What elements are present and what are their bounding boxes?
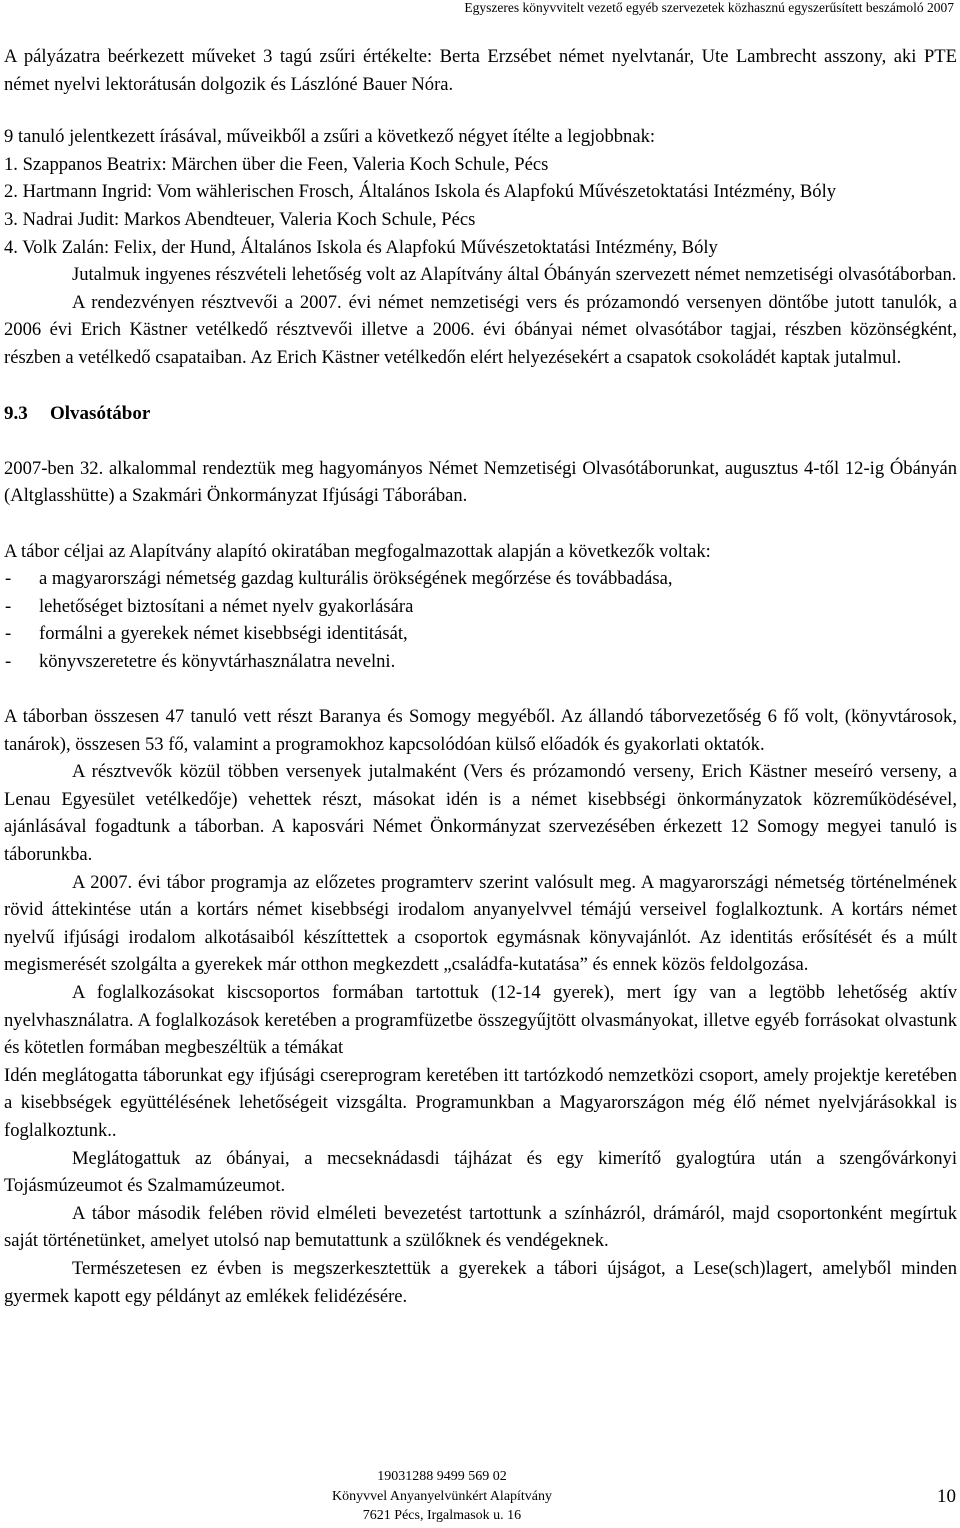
goal-text: a magyarországi németség gazdag kulturális örökségének megőrzése és továbbadása, (39, 568, 673, 590)
goal-item (4, 620, 957, 648)
sessions-paragraph: A foglalkozásokat kiscsoportos formában tartottuk (12-14 gyerek), mert így van a legtöbb lehetőség aktív nyelvhasználatra. A foglalkozások keretében a programfüzetbe összegyűjtött olvasmányokat, illetve egyéb forrásokat olvastunk és kötetlen formában megbeszéltük a témákat (4, 982, 957, 1059)
camp-stats-paragraph: A táborban összesen 47 tanuló vett részt Baranya és Somogy megyéből. Az állandó táborvezetőség 6 fő volt, (könyvtárosok, tanárok), összesen 53 fő, valamint a programokhoz kapcsolódóan külső előadók és gyakorlati oktatók. (4, 706, 957, 755)
winner-item: 2. Hartmann Ingrid: Vom wählerischen Frosch, Általános Iskola és Alapfokú Művészetoktatási Intézmény, Bóly (4, 181, 837, 203)
museums-paragraph: Meglátogattuk az óbányai, a mecseknádasdi tájházat és egy kimerítő gyalogtúra után a szengővárkonyi Tojásmúzeumot és Szalmamúzeumot. (4, 1147, 957, 1197)
participants-paragraph: A rendezvényen résztvevői a 2007. évi német nemzetiségi vers és prózamondó versenyen döntőbe jutott tanulók, a 2006 évi Erich Kästner vetélkedő résztvevői illetve a 2006. évi óbányai német olvasótábor tagjai, részben közönségként, részben a vetélkedő csapataiban. Az Erich Kästner vetélkedőn elért helyezésekért a csapatok csokoládét kaptak jutalmul. (4, 291, 957, 368)
reward-paragraph: Jutalmuk ingyenes részvételi lehetőség volt az Alapítvány által Óbányán szervezett német nemzetiségi olvasótáborban. (72, 264, 957, 286)
goal-item (4, 565, 957, 593)
bullet-dash: - (5, 595, 12, 617)
winner-item: 3. Nadrai Judit: Markos Abendteuer, Valeria Koch Schule, Pécs (4, 208, 476, 230)
goal-item (4, 648, 957, 676)
page-number: 10 (937, 1486, 956, 1507)
winner-item: 4. Volk Zalán: Felix, der Hund, Általános Iskola és Alapfokú Művészetoktatási Intézmény, Bóly (4, 236, 718, 258)
newspaper-paragraph: Természetesen ez évben is megszerkesztettük a gyerekek a tábori újságot, a Lese(sch)lagert, amelyből minden gyermek kapott egy példányt az emlékek felidézésére. (4, 1257, 957, 1307)
footer-tax-number: 19031288 9499 569 02 (377, 1469, 507, 1484)
document-body (4, 43, 957, 1310)
bullet-dash: - (5, 568, 12, 590)
page-footer (0, 1467, 884, 1526)
winner-item: 1. Szappanos Beatrix: Märchen über die Feen, Valeria Koch Schule, Pécs (4, 153, 549, 175)
bullet-dash: - (5, 650, 12, 672)
competitions-paragraph: A résztvevők közül többen versenyek jutalmaként (Vers és prózamondó verseny, Erich Kästner meseíró verseny, a Lenau Egyesület vetélkedője) vehettek részt, másokat idén is a német kisebbségi önkormányzatok közreműködésével, ajánlásával fogadtunk a táborban. A kaposvári Német Önkormányzat szervezésében érkezett 12 Somogy megyei tanuló is táborunkba. (4, 761, 957, 866)
jury-paragraph: A pályázatra beérkezett műveket 3 tagú zsűri értékelte: Berta Erzsébet német nyelvtanár, Ute Lambrecht asszony, aki PTE német nyelvi lektorátusán dolgozik és Lászlóné Bauer Nóra. (4, 46, 957, 95)
camp-intro-paragraph: 2007-ben 32. alkalommal rendeztük meg hagyományos Német Nemzetiségi Olvasótáborunkat, augusztus 4-től 12-ig Óbányán (Altglasshütte) a Szakmári Önkormányzat Ifjúsági Táborában. (4, 457, 957, 507)
goal-text: könyvszeretetre és könyvtárhasználatra nevelni. (39, 650, 396, 672)
exchange-paragraph: Idén meglátogatta táborunkat egy ifjúsági csereprogram keretében itt tartózkodó nemzetközi csoport, amely projektje keretében a kisebbségek együttélésének lehetőségeit vizsgálta. Programunkban a Magyarországon még élő német nyelvjárásokkal is foglalkoztunk.. (4, 1064, 957, 1141)
theatre-paragraph: A tábor második felében rövid elméleti bevezetést tartottunk a színházról, drámáról, majd csoportonként megírtuk saját történetünket, amelyet utolsó nap bemutattunk a szülőknek és vendégeknek. (4, 1202, 957, 1252)
footer-address: 7621 Pécs, Irgalmasok u. 16 (362, 1508, 522, 1523)
bullet-dash: - (5, 623, 12, 645)
running-header: Egyszeres könyvvitelt vezető egyéb szervezetek közhasznú egyszerűsített beszámoló 2007 (464, 0, 954, 15)
section-number: 9.3 (4, 402, 28, 424)
goal-item (4, 593, 957, 621)
section-title: Olvasótábor (50, 402, 151, 424)
goal-text: lehetőséget biztosítani a német nyelv gyakorlására (39, 595, 414, 617)
goal-text: formálni a gyerekek német kisebbségi identitását, (39, 623, 408, 645)
footer-organization: Könyvvel Anyanyelvünkért Alapítvány (331, 1488, 553, 1504)
section-heading (4, 400, 957, 428)
goals-intro: A tábor céljai az Alapítvány alapító okiratában megfogalmazottak alapján a következők voltak: (4, 540, 711, 562)
winners-intro: 9 tanuló jelentkezett írásával, műveikből a zsűri a következő négyet ítélte a legjobbnak: (4, 126, 656, 148)
program-paragraph: A 2007. évi tábor programja az előzetes programterv szerint valósult meg. A magyarországi németség történelmének rövid áttekintése után a kortárs német kisebbségi irodalom anyanyelvvel témájú verseivel foglalkoztunk. A kortárs német nyelvű ifjúsági irodalom alkotásaiból készíttettek a csoportok egymásnak könyvajánlót. Az identitás erősítését és a múlt megismerését szolgálta a gyerekek már otthon megkezdett „családfa-kutatása” és ennek közös feldolgozása. (4, 871, 957, 976)
